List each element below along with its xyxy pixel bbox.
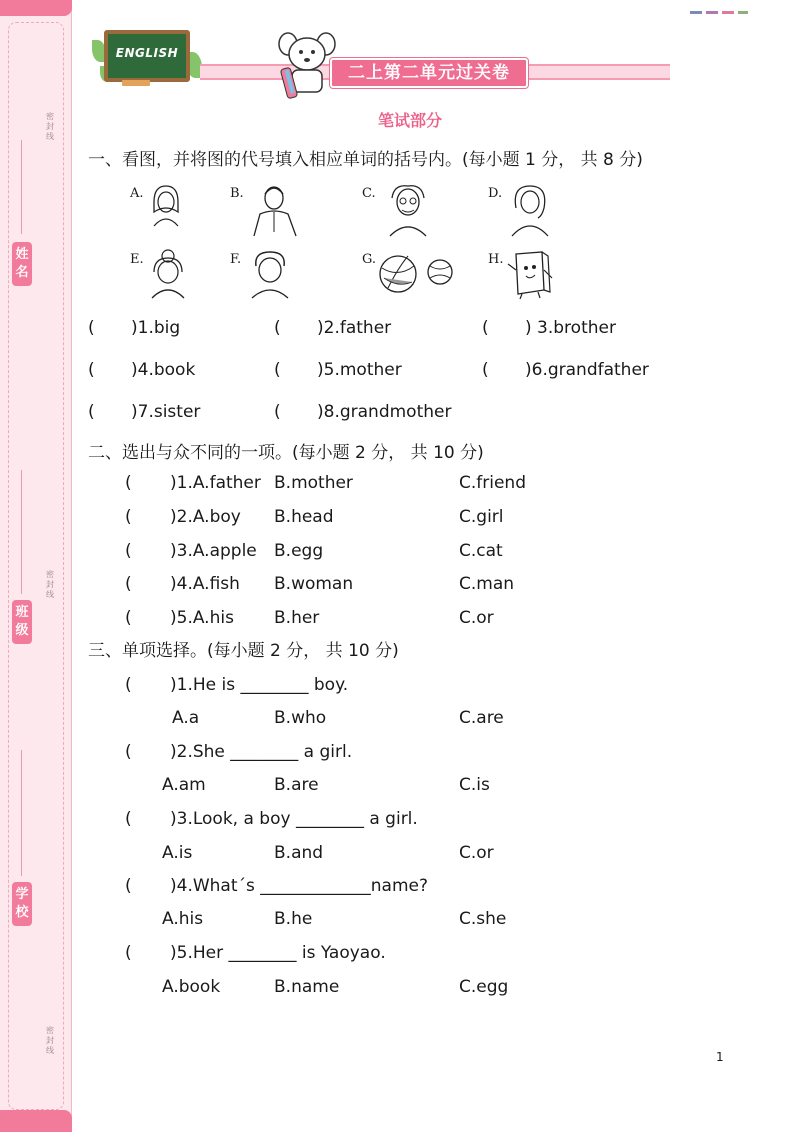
answer-bracket[interactable]: (: [125, 473, 132, 493]
school-label: 学校: [12, 882, 32, 926]
answer-bracket[interactable]: (: [274, 360, 281, 380]
item-text: ) 3.brother: [525, 318, 616, 338]
option-b: B.name: [274, 977, 340, 997]
option-a: A.his: [162, 909, 204, 929]
mother-icon: [504, 182, 556, 238]
option-a: )1.A.father: [170, 473, 261, 493]
seal-line-text-1: 密封线: [46, 112, 54, 141]
picture-letter: G.: [362, 252, 377, 267]
class-label: 班级: [12, 600, 32, 644]
picture-d: [488, 182, 598, 242]
picture-letter: E.: [130, 252, 144, 267]
answer-bracket[interactable]: (: [125, 809, 132, 829]
item-text: )1.big: [131, 318, 181, 338]
picture-c: [362, 182, 472, 242]
class-write-line: [21, 470, 22, 594]
option-a: A.book: [162, 977, 221, 997]
option-c: C.friend: [459, 473, 526, 493]
seal-line-text-2: 密封线: [46, 570, 54, 599]
book-icon: [504, 248, 554, 300]
section-subtitle: 笔试部分: [377, 111, 442, 130]
picture-letter: D.: [488, 186, 503, 201]
answer-bracket[interactable]: (: [274, 402, 281, 422]
option-a: A.is: [162, 843, 193, 863]
item-text: )2.father: [317, 318, 392, 338]
item-text: )5.mother: [317, 360, 402, 380]
item-text: )4.book: [131, 360, 196, 380]
seal-line-text-3: 密封线: [46, 1026, 54, 1055]
picture-letter: B.: [230, 186, 244, 201]
option-a: A.a: [172, 708, 200, 728]
option-a: )2.A.boy: [170, 507, 241, 527]
picture-letter: A.: [130, 186, 144, 201]
page-number: 1: [716, 1050, 724, 1064]
question-stem: )3.Look, a boy ________ a girl.: [170, 809, 418, 829]
option-a: A.am: [162, 775, 206, 795]
name-label: 姓名: [12, 242, 32, 286]
option-c: C.or: [459, 843, 494, 863]
picture-letter: C.: [362, 186, 376, 201]
item-text: )7.sister: [131, 402, 201, 422]
option-c: C.are: [459, 708, 504, 728]
answer-bracket[interactable]: (: [88, 318, 95, 338]
question-stem: )4.What´s _____________name?: [170, 876, 429, 896]
answer-bracket[interactable]: (: [274, 318, 281, 338]
answer-bracket[interactable]: (: [125, 876, 132, 896]
answer-bracket[interactable]: (: [88, 402, 95, 422]
books-decoration: [122, 80, 150, 86]
option-b: B.head: [274, 507, 334, 527]
answer-bracket[interactable]: (: [88, 360, 95, 380]
option-b: B.egg: [274, 541, 324, 561]
question-stem: )5.Her ________ is Yaoyao.: [170, 943, 386, 963]
answer-bracket[interactable]: (: [125, 507, 132, 527]
chalkboard-logo: [104, 30, 190, 82]
option-a: )5.A.his: [170, 608, 234, 628]
picture-b: [230, 182, 340, 242]
answer-bracket[interactable]: (: [125, 742, 132, 762]
answer-bracket[interactable]: (: [125, 608, 132, 628]
section2-heading: 二、选出与众不同的一项。(每小题 2 分， 共 10 分): [88, 443, 484, 463]
option-c: C.egg: [459, 977, 509, 997]
grandfather-icon: [378, 182, 438, 238]
answer-bracket[interactable]: (: [125, 574, 132, 594]
school-write-line: [21, 750, 22, 876]
option-b: B.her: [274, 608, 320, 628]
strip-bottom-cap: [0, 1110, 72, 1132]
option-c: C.or: [459, 608, 494, 628]
option-b: B.woman: [274, 574, 354, 594]
picture-a: [130, 182, 240, 242]
option-c: C.cat: [459, 541, 503, 561]
option-b: B.he: [274, 909, 313, 929]
picture-g: [362, 248, 472, 308]
item-text: )8.grandmother: [317, 402, 452, 422]
answer-bracket[interactable]: (: [125, 675, 132, 695]
name-write-line: [21, 140, 22, 234]
girl-icon: [146, 182, 186, 232]
option-a: )3.A.apple: [170, 541, 257, 561]
answer-bracket[interactable]: (: [482, 318, 489, 338]
question-stem: )1.He is ________ boy.: [170, 675, 349, 695]
answer-bracket[interactable]: (: [125, 541, 132, 561]
father-icon: [246, 182, 306, 238]
picture-letter: H.: [488, 252, 504, 267]
dog-mascot-icon: [276, 30, 338, 102]
strip-dashed-border: [8, 22, 64, 1110]
exam-title: 二上第二单元过关卷: [330, 58, 528, 88]
option-b: B.mother: [274, 473, 353, 493]
option-b: B.who: [274, 708, 327, 728]
option-c: C.girl: [459, 507, 504, 527]
question-stem: )2.She ________ a girl.: [170, 742, 353, 762]
option-a: )4.A.fish: [170, 574, 240, 594]
option-c: C.she: [459, 909, 507, 929]
answer-bracket[interactable]: (: [125, 943, 132, 963]
option-b: B.are: [274, 775, 319, 795]
section3-heading: 三、单项选择。(每小题 2 分， 共 10 分): [88, 641, 399, 661]
picture-grid: [130, 182, 600, 312]
section1-heading: 一、看图，并将图的代号填入相应单词的括号内。(每小题 1 分， 共 8 分): [88, 150, 643, 170]
picture-letter: F.: [230, 252, 242, 267]
option-c: C.man: [459, 574, 515, 594]
answer-bracket[interactable]: (: [482, 360, 489, 380]
picture-h: [488, 248, 598, 308]
grandmother-icon: [146, 248, 190, 300]
boy-icon: [246, 248, 294, 300]
picture-f: [230, 248, 340, 308]
board-text: ENGLISH: [115, 46, 179, 60]
option-b: B.and: [274, 843, 324, 863]
binding-strip: [0, 0, 72, 1132]
item-text: )6.grandfather: [525, 360, 649, 380]
top-decoration: [690, 0, 750, 4]
option-c: C.is: [459, 775, 490, 795]
balls-icon: [378, 248, 458, 298]
picture-e: [130, 248, 240, 308]
strip-top-cap: [0, 0, 72, 16]
